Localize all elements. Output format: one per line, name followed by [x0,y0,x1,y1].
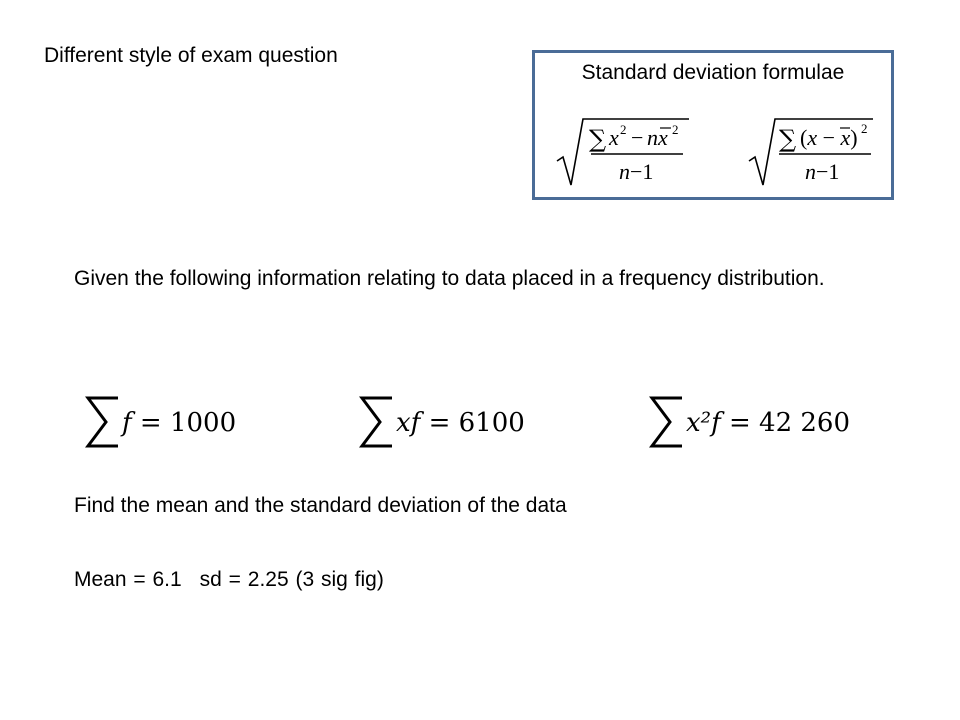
mean-answer: Mean = 6.1 [74,568,182,591]
sum-x2f-lhs: x²f [686,408,721,438]
formula-2-exp: 2 [861,121,868,136]
sum-xf-lhs: xf [396,408,421,438]
formula-box-title: Standard deviation formulae [581,61,845,84]
formula-1-minus: − [631,125,644,150]
sigma-icon [358,392,396,452]
sigma-symbol: ∑ [589,125,607,153]
slide-title: Different style of exam question [44,44,338,67]
sum-x2f-rhs: = 42 260 [728,408,851,438]
sigma-symbol: ∑ [779,125,797,153]
given-text: Given the following information relating to data placed in a frequency distribution. [74,267,825,290]
formula-2-numerator: (x − x) [800,125,858,150]
formula-2-denominator: n−1 [805,159,840,184]
formula-1-exp: 2 [620,122,627,137]
sum-xf-rhs: = 6100 [428,408,525,438]
formula-1-n: nx [647,125,668,150]
sd-formula-1 [553,113,693,189]
formula-box [532,50,894,200]
sigma-icon [84,392,122,452]
answer-line [74,566,384,593]
formula-1-exp2: 2 [672,122,679,137]
question-text: Find the mean and the standard deviation of the data [74,494,567,517]
formula-1-denominator: n−1 [619,159,654,184]
sd-formula-2 [745,113,885,189]
sum-f-lhs: f [122,408,132,438]
sd-answer: sd = 2.25 (3 sig fig) [199,568,384,591]
sigma-icon [648,392,686,452]
sum-f-rhs: = 1000 [139,408,237,438]
formula-1-numerator: x [609,125,619,150]
